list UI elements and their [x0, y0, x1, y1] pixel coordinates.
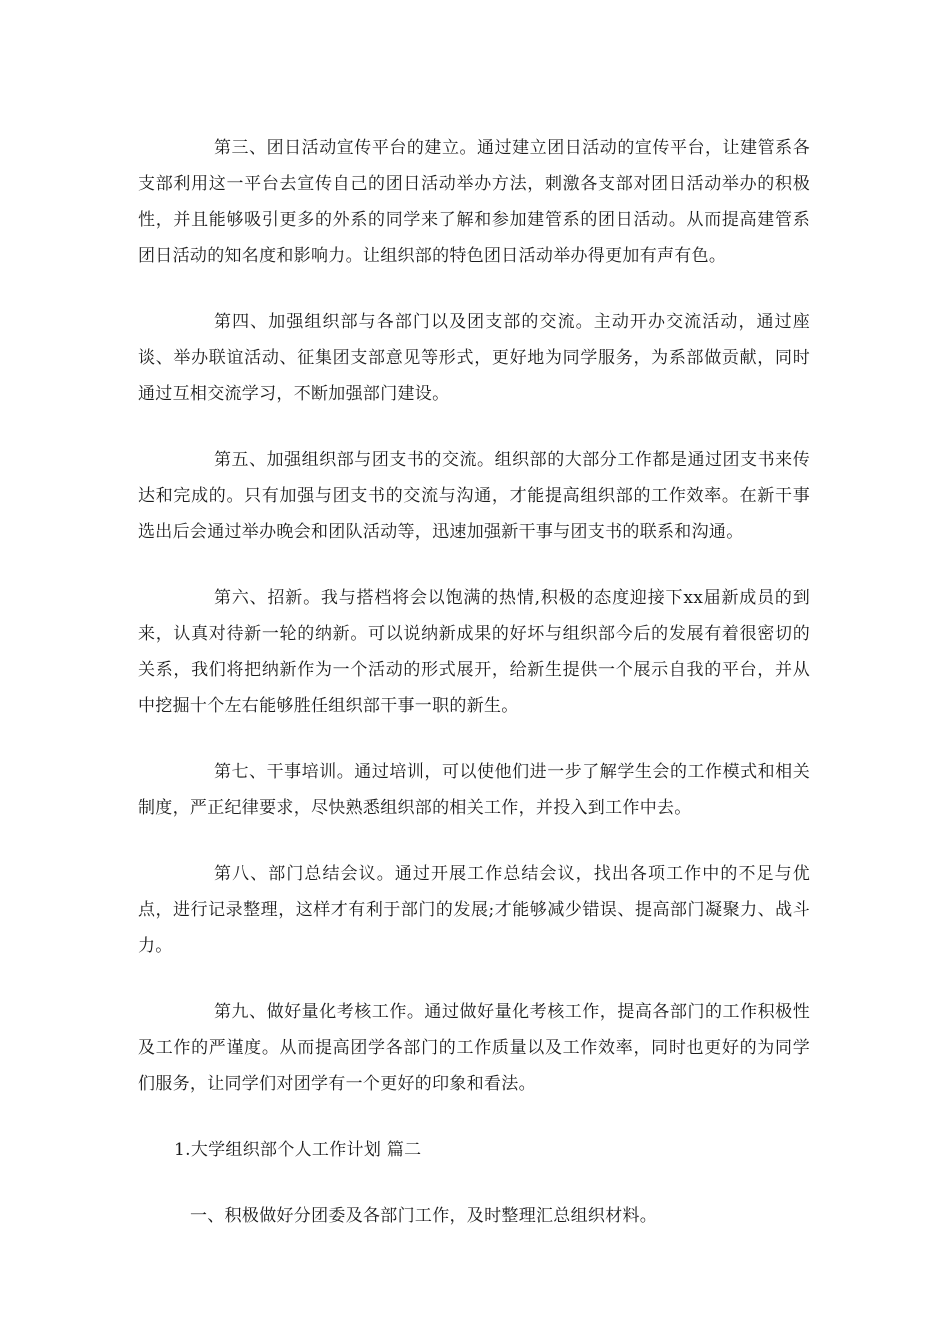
- paragraph-4: 第四、加强组织部与各部门以及团支部的交流。主动开办交流活动，通过座谈、举办联谊活动、征集团支部意见等形式，更好地为同学服务，为系部做贡献，同时通过互相交流学习，不断加强部门建设。: [138, 312, 810, 404]
- sub-item: 一、积极做好分团委及各部门工作，及时整理汇总组织材料。: [190, 1206, 658, 1226]
- paragraph-8: 第八、部门总结会议。通过开展工作总结会议，找出各项工作中的不足与优点，进行记录整理，这样才有利于部门的发展;才能够减少错误、提高部门凝聚力、战斗力。: [138, 864, 810, 956]
- document-body: [138, 130, 810, 1234]
- paragraph-9: 第九、做好量化考核工作。通过做好量化考核工作，提高各部门的工作积极性及工作的严谨度。从而提高团学各部门的工作质量以及工作效率，同时也更好的为同学们服务，让同学们对团学有一个更好的印象和看法。: [138, 1002, 810, 1094]
- paragraph-7: 第七、干事培训。通过培训，可以使他们进一步了解学生会的工作模式和相关制度，严正纪律要求，尽快熟悉组织部的相关工作，并投入到工作中去。: [138, 762, 810, 818]
- paragraph-6: 第六、招新。我与搭档将会以饱满的热情,积极的态度迎接下xx届新成员的到来，认真对待新一轮的纳新。可以说纳新成果的好坏与组织部今后的发展有着很密切的关系，我们将把纳新作为一个活动的形式展开，给新生提供一个展示自我的平台，并从中挖掘十个左右能够胜任组织部干事一职的新生。: [138, 588, 810, 716]
- paragraph-3: 第三、团日活动宣传平台的建立。通过建立团日活动的宣传平台，让建管系各支部利用这一平台去宣传自己的团日活动举办方法，刺激各支部对团日活动举办的积极性，并且能够吸引更多的外系的同学来了解和参加建管系的团日活动。从而提高建管系团日活动的知名度和影响力。让组织部的特色团日活动举办得更加有声有色。: [138, 138, 810, 266]
- section-heading: 1.大学组织部个人工作计划 篇二: [174, 1140, 422, 1160]
- paragraph-5: 第五、加强组织部与团支书的交流。组织部的大部分工作都是通过团支书来传达和完成的。只有加强与团支书的交流与沟通，才能提高组织部的工作效率。在新干事选出后会通过举办晚会和团队活动等，迅速加强新干事与团支书的联系和沟通。: [138, 450, 810, 542]
